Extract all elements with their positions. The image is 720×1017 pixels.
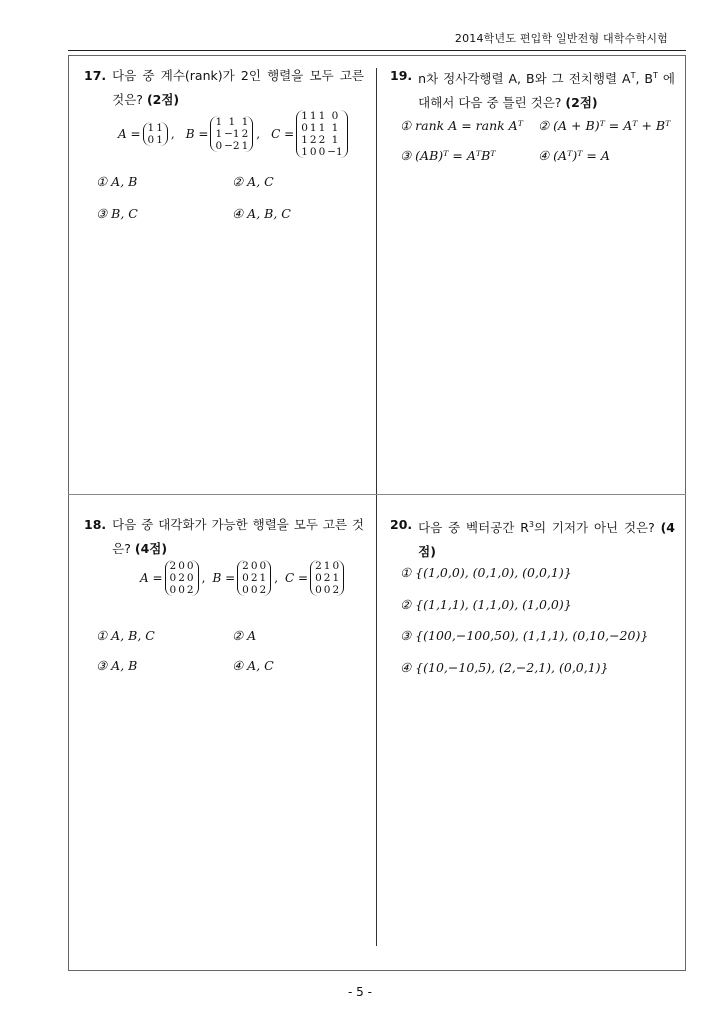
question-17 [84,64,364,112]
matrix-cell: 1 [318,122,326,134]
matrix-cell: 0 [315,584,322,596]
matrix-c [310,560,344,596]
matrix-label-b: B = [212,571,236,585]
question-20 [390,513,675,564]
matrix-cell: 2 [178,572,185,584]
matrix-cell: 0 [186,572,194,584]
matrix-label-a: A = [118,127,141,141]
matrix-cell: 1 [323,560,331,572]
matrix-cell: 1 [309,110,317,122]
matrix-cell: 1 [156,122,163,134]
matrix-cell: 0 [332,560,340,572]
matrix-cell: 2 [315,560,322,572]
matrix-label-a: A = [140,571,163,585]
matrix-cell: 0 [250,584,258,596]
q17-option-3[interactable]: ③ B, C [96,206,138,221]
matrix-cell: 2 [241,128,249,140]
q18-matrices: A = 2 0 0 0 2 0 0 0 2 , B = 2 0 0 0 2 1 0 0 2 , C = 2 1 0 0 2 1 0 0 2 [140,560,344,596]
q19-option-1[interactable]: ① rank A = rank Aᵀ [400,118,523,133]
matrix-a [165,560,199,596]
matrix-b [237,560,271,596]
matrix-cell: 0 [315,572,322,584]
matrix-cell: 0 [242,584,249,596]
matrix-cell: 1 [215,128,223,140]
question-points: (4점) [418,520,675,560]
matrix-cell: 1 [301,134,308,146]
matrix-cell: −1 [224,128,240,140]
q20-option-4[interactable]: ④ {(10,−10,5), (2,−2,1), (0,0,1)} [400,660,609,675]
question-stem: 다음 중 계수(rank)가 2인 행렬을 모두 고른 것은? (2점) [112,68,364,107]
q20-option-1[interactable]: ① {(1,0,0), (0,1,0), (0,0,1)} [400,565,572,580]
matrix-cell: 1 [241,116,249,128]
page-number: - 5 - [348,985,372,999]
matrix-cell: 0 [323,584,331,596]
column-divider [376,68,377,946]
matrix-cell: 1 [301,146,308,158]
matrix-cell: 1 [259,572,267,584]
matrix-cell: 0 [169,572,177,584]
matrix-cell: 0 [301,122,308,134]
matrix-label-b: B = [185,127,209,141]
q19-option-4[interactable]: ④ (Aᵀ)ᵀ = A [538,148,610,163]
matrix-c [296,110,348,158]
matrix-cell: 0 [215,140,223,152]
matrix-cell: 1 [331,134,339,146]
q17-option-1[interactable]: ① A, B [96,174,138,189]
question-number: 20. [390,517,413,532]
matrix-cell: −1 [327,146,343,158]
q19-option-3[interactable]: ③ (AB)ᵀ = AᵀBᵀ [400,148,496,163]
matrix-cell: 1 [241,140,249,152]
question-points: (4점) [134,541,168,556]
matrix-cell: 2 [169,560,177,572]
matrix-cell: 0 [259,560,267,572]
matrix-cell: 2 [323,572,331,584]
question-number: 17. [84,68,107,83]
question-stem: n차 정사각행렬 A, B와 그 전치행렬 $A^T$, $B^T$ 에 대해서 다음 중 틀린 것은? (2점) [418,71,675,111]
question-19 [390,64,675,115]
matrix-cell: 1 [228,116,236,128]
matrix-cell: 0 [318,146,326,158]
matrix-cell: 2 [309,134,317,146]
matrix-cell: 0 [147,134,155,146]
q18-option-1[interactable]: ① A, B, C [96,628,155,643]
question-points: (2점) [565,95,598,111]
matrix-cell: 0 [250,560,258,572]
matrix-cell: 1 [309,122,317,134]
matrix-cell: 2 [318,134,326,146]
header-rule [68,50,686,51]
matrix-cell: 0 [178,560,185,572]
question-points: (2점) [146,92,180,107]
matrix-label-c: C = [271,127,295,141]
matrix-cell: 0 [309,146,317,158]
matrix-cell: 2 [186,584,194,596]
matrix-a [143,122,168,146]
page-header: 2014학년도 편입학 일반전형 대학수학시험 [454,32,668,45]
q18-option-4[interactable]: ④ A, C [232,658,274,673]
matrix-cell: 0 [186,560,194,572]
matrix-cell: 1 [147,122,155,134]
q20-option-2[interactable]: ② {(1,1,1), (1,1,0), (1,0,0)} [400,597,572,612]
matrix-cell: 0 [178,584,185,596]
matrix-cell: 1 [332,572,340,584]
matrix-cell: 2 [259,584,267,596]
matrix-cell: 1 [331,122,339,134]
question-number: 18. [84,517,107,532]
q20-option-3[interactable]: ③ {(100,−100,50), (1,1,1), (0,10,−20)} [400,628,649,643]
q17-matrices: A = 1 1 0 1 , B = 1 1 1 1 −1 2 0 −2 1 , C = 1 1 1 0 0 1 1 1 1 2 2 1 1 0 0 −1 [118,110,348,158]
matrix-cell: 0 [169,584,177,596]
q17-option-2[interactable]: ② A, C [232,174,274,189]
q19-option-2[interactable]: ② (A + B)ᵀ = Aᵀ + Bᵀ [538,118,671,133]
question-number: 19. [390,68,413,83]
matrix-cell: 1 [215,116,223,128]
matrix-cell: 1 [156,134,163,146]
matrix-cell: −2 [224,140,240,152]
question-stem: 다음 중 대각화가 가능한 행렬을 모두 고른 것은? (4점) [112,517,364,556]
matrix-b [210,116,253,152]
q18-option-2[interactable]: ② A [232,628,257,643]
matrix-cell: 2 [242,560,249,572]
q17-option-4[interactable]: ④ A, B, C [232,206,291,221]
question-18 [84,513,364,561]
matrix-cell: 0 [242,572,249,584]
matrix-cell: 0 [331,110,339,122]
row-divider [68,494,686,495]
matrix-cell: 1 [301,110,308,122]
q18-option-3[interactable]: ③ A, B [96,658,138,673]
matrix-label-c: C = [285,571,309,585]
matrix-cell: 1 [318,110,326,122]
matrix-cell: 2 [332,584,340,596]
matrix-cell: 2 [250,572,258,584]
question-stem: 다음 중 벡터공간 $R^3$의 기저가 아닌 것은? (4점) [418,520,675,560]
